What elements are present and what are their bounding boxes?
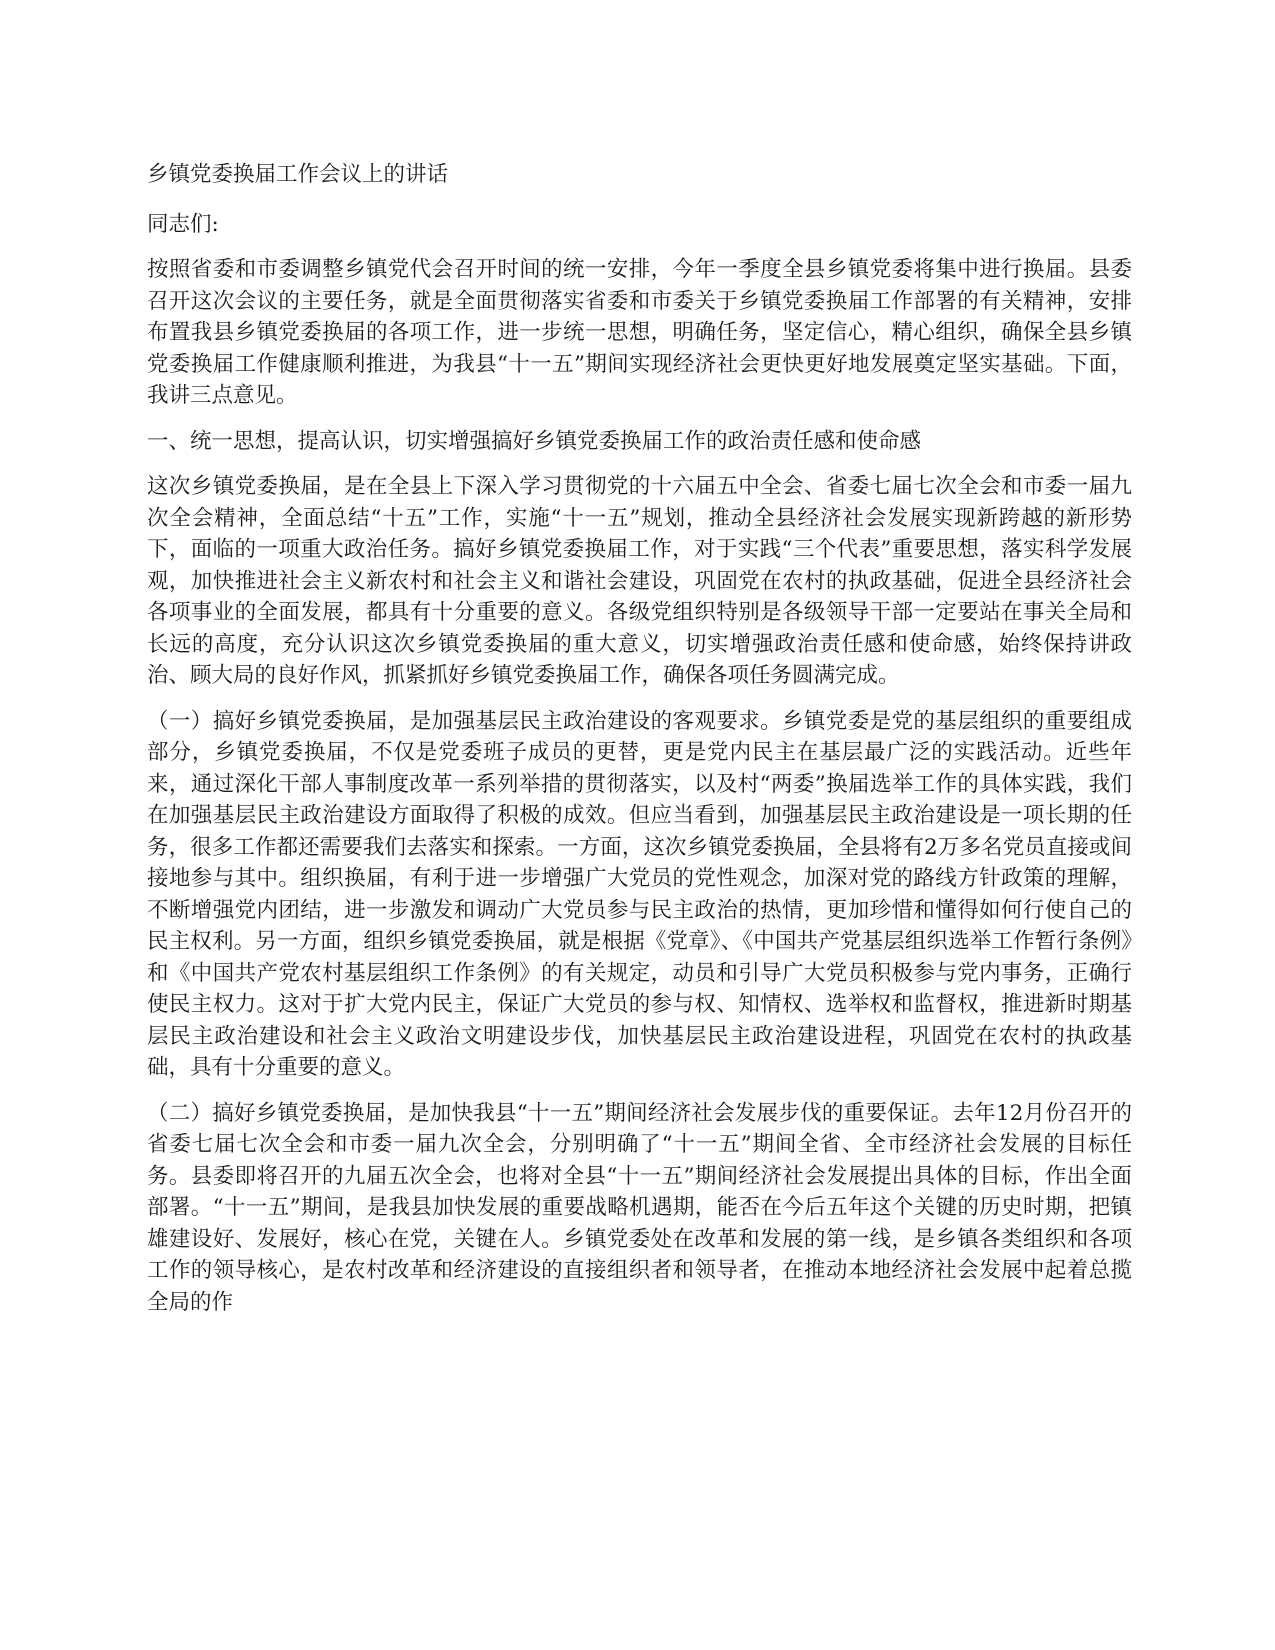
document-title: 乡镇党委换届工作会议上的讲话: [147, 162, 449, 187]
document-page: [147, 159, 1132, 1332]
paragraph-subsection-2: （二）搞好乡镇党委换届，是加快我县“十一五”期间经济社会发展步伐的重要保证。去年12月份召开的省委七届七次全会和市委一届九次全会，分别明确了“十一五”期间全省、全市经济社会发展的目标任务。县委即将召开的九届五次全会，也将对全县“十一五”期间经济社会发展提出具体的目标，作出全面部署。“十一五”期间，是我县加快发展的重要战略机遇期，能否在今后五年这个关键的历史时期，把镇雄建设好、发展好，核心在党，关键在人。乡镇党委处在改革和发展的第一线，是乡镇各类组织和各项工作的领导核心，是农村改革和经济建设的直接组织者和领导者，在推动本地经济社会发展中起着总揽全局的作: [147, 1100, 1132, 1315]
paragraph-intro: 按照省委和市委调整乡镇党代会召开时间的统一安排，今年一季度全县乡镇党委将集中进行换届。县委召开这次会议的主要任务，就是全面贯彻落实省委和市委关于乡镇党委换届工作部署的有关精神，安排布置我县乡镇党委换届的各项工作，进一步统一思想，明确任务，坚定信心，精心组织，确保全县乡镇党委换届工作健康顺利推进，为我县“十一五”期间实现经济社会更快更好地发展奠定坚实基础。下面，我讲三点意见。: [147, 257, 1132, 408]
salutation: 同志们:: [147, 211, 219, 237]
section-heading-1: 一、统一思想，提高认识，切实增强搞好乡镇党委换届工作的政治责任感和使命感: [147, 428, 922, 454]
paragraph-subsection-1: （一）搞好乡镇党委换届，是加强基层民主政治建设的客观要求。乡镇党委是党的基层组织的重要组成部分，乡镇党委换届，不仅是党委班子成员的更替，更是党内民主在基层最广泛的实践活动。近些年来，通过深化干部人事制度改革一系列举措的贯彻落实，以及村“两委”换届选举工作的具体实践，我们在加强基层民主政治建设方面取得了积极的成效。但应当看到，加强基层民主政治建设是一项长期的任务，很多工作都还需要我们去落实和探索。一方面，这次乡镇党委换届，全县将有2万多名党员直接或间接地参与其中。组织换届，有利于进一步增强广大党员的党性观念，加深对党的路线方针政策的理解，不断增强党内团结，进一步激发和调动广大党员参与民主政治的热情，更加珍惜和懂得如何行使自己的民主权利。另一方面，组织乡镇党委换届，就是根据《党章》、《中国共产党基层组织选举工作暂行条例》和《中国共产党农村基层组织工作条例》的有关规定，动员和引导广大党员积极参与党内事务，正确行使民主权力。这对于扩大党内民主，保证广大党员的参与权、知情权、选举权和监督权，推进新时期基层民主政治建设和社会主义政治文明建设步伐，加快基层民主政治建设进程，巩固党在农村的执政基础，具有十分重要的意义。: [147, 708, 1132, 1080]
paragraph-section-1: 这次乡镇党委换届，是在全县上下深入学习贯彻党的十六届五中全会、省委七届七次全会和市委一届九次全会精神，全面总结“十五”工作，实施“十一五”规划，推动全县经济社会发展实现新跨越的新形势下，面临的一项重大政治任务。搞好乡镇党委换届工作，对于实践“三个代表”重要思想，落实科学发展观，加快推进社会主义新农村和社会主义和谐社会建设，巩固党在农村的执政基础，促进全县经济社会各项事业的全面发展，都具有十分重要的意义。各级党组织特别是各级领导干部一定要站在事关全局和长远的高度，充分认识这次乡镇党委换届的重大意义，切实增强政治责任感和使命感，始终保持讲政治、顾大局的良好作风，抓紧抓好乡镇党委换届工作，确保各项任务圆满完成。: [147, 474, 1132, 688]
